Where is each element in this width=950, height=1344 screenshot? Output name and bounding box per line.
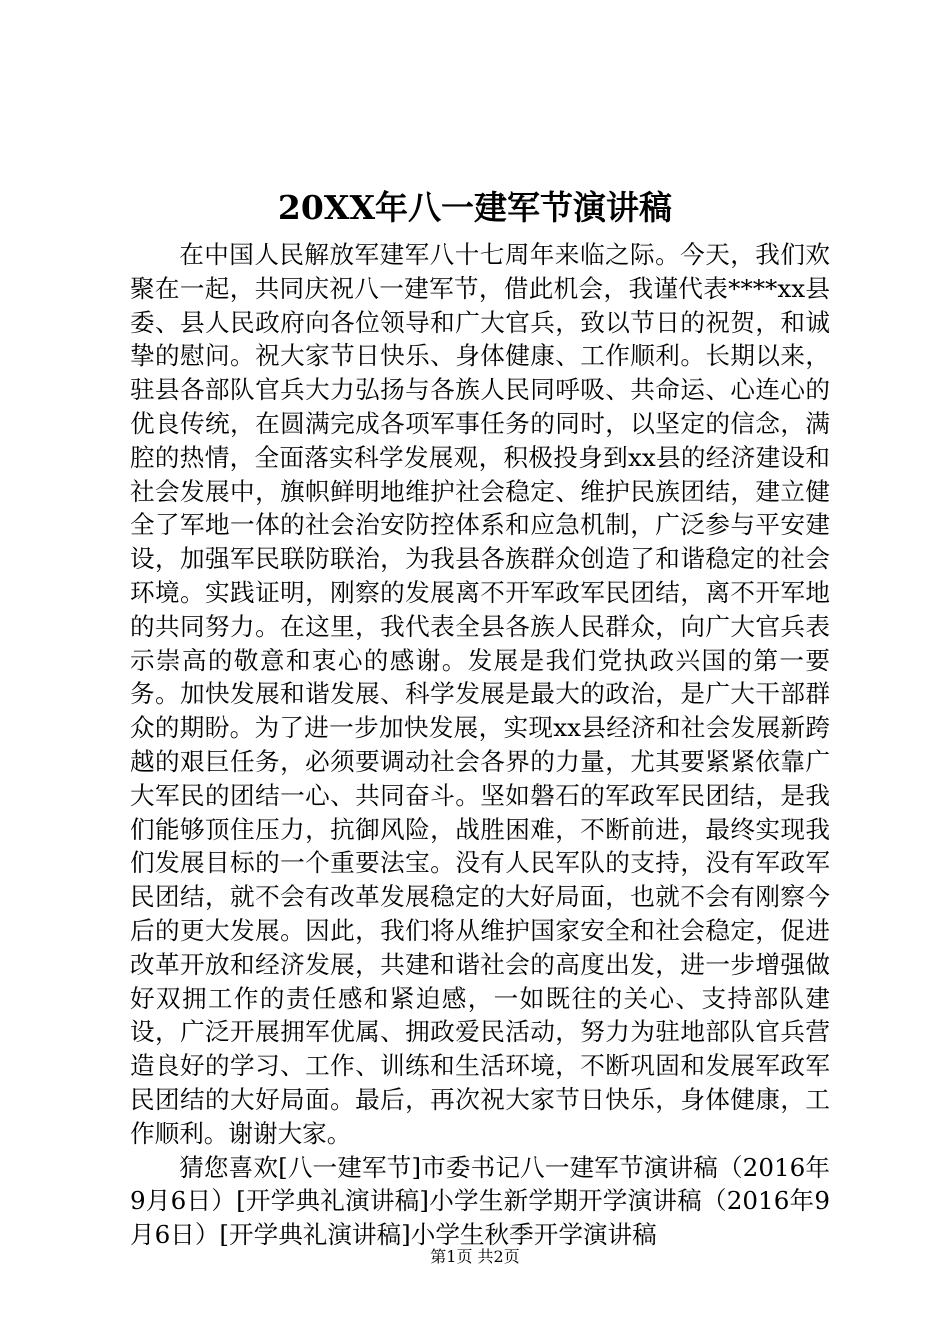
document-body	[130, 238, 830, 1252]
document-title: 20XX年八一建军节演讲稿	[277, 188, 673, 227]
page-footer: 第1页 共2页	[430, 1247, 520, 1266]
body-paragraph-speech: 在中国人民解放军建军八十七周年来临之际。今天，我们欢聚在一起，共同庆祝八一建军节，借此机会，我谨代表****xx县委、县人民政府向各位领导和广大官兵，致以节日的祝贺，和诚挚的慰问。祝大家节日快乐、身体健康、工作顺利。长期以来，驻县各部队官兵大力弘扬与各族人民同呼吸、共命运、心连心的优良传统，在圆满完成各项军事任务的同时，以坚定的信念，满腔的热情，全面落实科学发展观，积极投身到xx县的经济建设和社会发展中，旗帜鲜明地维护社会稳定、维护民族团结，建立健全了军地一体的社会治安防控体系和应急机制，广泛参与平安建设，加强军民联防联治，为我县各族群众创造了和谐稳定的社会环境。实践证明，刚察的发展离不开军政军民团结，离不开军地的共同努力。在这里，我代表全县各族人民群众，向广大官兵表示崇高的敬意和衷心的感谢。发展是我们党执政兴国的第一要务。加快发展和谐发展、科学发展是最大的政治，是广大干部群众的期盼。为了进一步加快发展，实现xx县经济和社会发展新跨越的艰巨任务，必须要调动社会各界的力量，尤其要紧紧依靠广大军民的团结一心、共同奋斗。坚如磐石的军政军民团结，是我们能够顶住压力，抗御风险，战胜困难，不断前进，最终实现我们发展目标的一个重要法宝。没有人民军队的支持，没有军政军民团结，就不会有改革发展稳定的大好局面，也就不会有刚察今后的更大发展。因此，我们将从维护国家安全和社会稳定，促进改革开放和经济发展，共建和谐社会的高度出发，进一步增强做好双拥工作的责任感和紧迫感，一如既往的关心、支持部队建设，广泛开展拥军优属、拥政爱民活动，努力为驻地部队官兵营造良好的学习、工作、训练和生活环境，不断巩固和发展军政军民团结的大好局面。最后，再次祝大家节日快乐，身体健康，工作顺利。谢谢大家。	[130, 240, 830, 1148]
body-paragraph-related: 猜您喜欢[八一建军节]市委书记八一建军节演讲稿（2016年9月6日）[开学典礼演讲稿]小学生新学期开学演讲稿（2016年9月6日）[开学典礼演讲稿]小学生秋季开学演讲稿	[130, 1152, 830, 1250]
